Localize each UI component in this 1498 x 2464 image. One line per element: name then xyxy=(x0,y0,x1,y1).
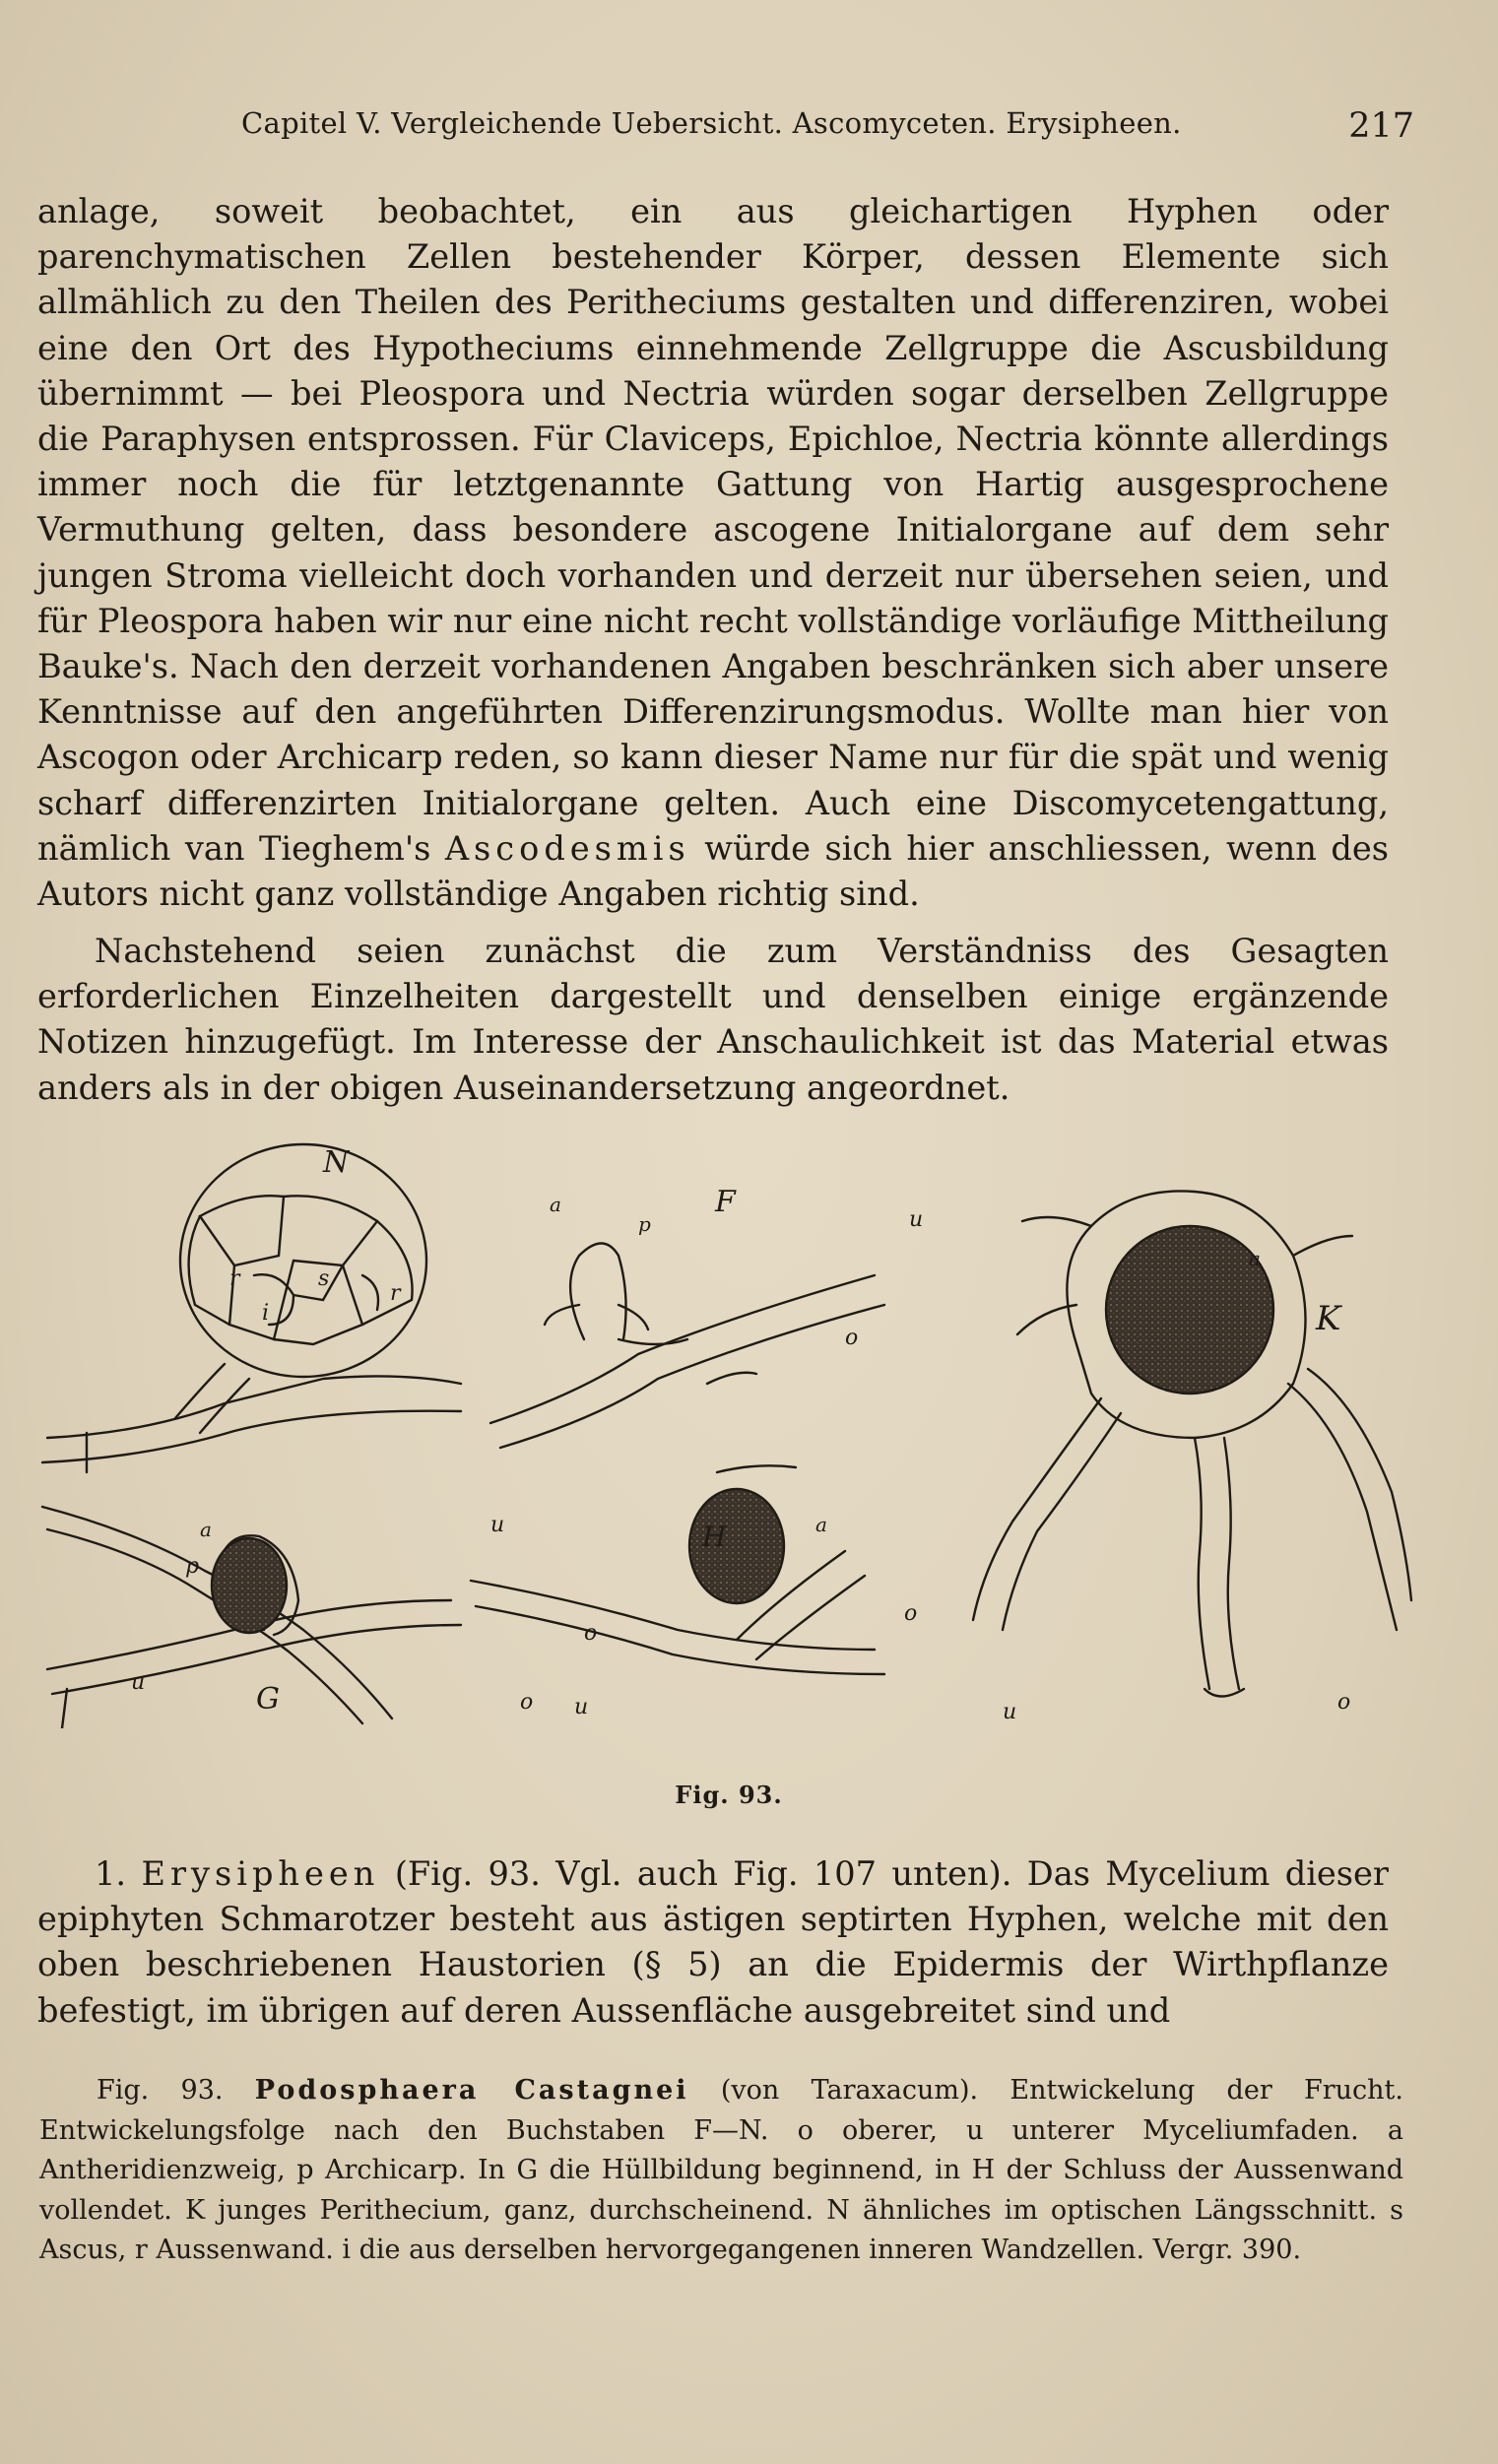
figure-drawing xyxy=(28,1137,1416,1728)
figure-label-H: H xyxy=(702,1521,727,1553)
figure-label-o-g: o xyxy=(520,1690,534,1715)
figure-93 xyxy=(28,1137,1416,1728)
figure-label-a: a xyxy=(550,1193,561,1216)
figure-label-r-2: r xyxy=(390,1281,401,1306)
caption-species: Podosphaera Castagnei xyxy=(254,2075,689,2106)
figure-label-u-g2: u xyxy=(131,1670,146,1695)
section-paragraph xyxy=(37,1851,1389,2034)
section-ref: (Fig. 93. Vgl. auch Fig. 107 unten). xyxy=(394,1854,1012,1893)
figure-title: Fig. 93. xyxy=(675,1781,783,1809)
figure-label-K: K xyxy=(1316,1299,1341,1338)
figure-label-a-k: a xyxy=(1249,1247,1261,1270)
text-block-second xyxy=(37,929,1389,1111)
figure-label-o-f: o xyxy=(845,1326,859,1350)
section-heading: Erysipheen xyxy=(141,1854,380,1893)
figure-label-u-g: u xyxy=(490,1513,505,1537)
figure-label-N: N xyxy=(323,1145,350,1180)
figure-label-G: G xyxy=(256,1682,280,1717)
figure-label-o-k: o xyxy=(1337,1690,1351,1715)
section-erysipheen xyxy=(37,1851,1389,2034)
drawing-N xyxy=(42,1144,461,1472)
figure-label-r: r xyxy=(229,1266,240,1291)
drawing-H xyxy=(471,1465,884,1674)
figure-label-u-f: u xyxy=(909,1207,924,1232)
caption-label: Fig. 93. xyxy=(97,2075,224,2106)
figure-label-u-k: u xyxy=(1003,1700,1017,1724)
figure-label-s: s xyxy=(318,1266,330,1291)
running-head: Capitel V. Vergleichende Uebersicht. Ascomyceten. Erysipheen. xyxy=(241,106,1182,140)
caption-text: (von Taraxacum). Entwickelung der Frucht. Entwickelungsfolge nach den Buchstaben F—N. o oberer, u unterer Myceliumfaden. a Antheridienzweig, p Archicarp. In G die Hüllbildung beginnend, in H der Schluss der Aussenwand vollendet. K junges Perithecium, ganz, durchscheinend. N ähnliches im optischen Längsschnitt. s Ascus, r Aussenwand. i die aus derselben hervorgegangenen inneren Wandzellen. Vergr. 390. xyxy=(39,2075,1403,2265)
page-number: 217 xyxy=(1348,106,1414,146)
figure-label-i: i xyxy=(262,1301,270,1326)
paragraph-1-text: anlage, soweit beobachtet, ein aus gleichartigen Hyphen oder parenchymatischen Zellen bestehender Körper, dessen Elemente sich allmählich zu den Theilen des Peritheciums gestalten und differenziren, wobei eine den Ort des Hypotheciums einnehmende Zellgruppe die Ascusbildung übernimmt — bei Pleospora und Nectria würden sogar derselben Zellgruppe die Paraphysen entsprossen. Für Claviceps, Epichloe, Nectria könnte allerdings immer noch die für letztgenannte Gattung von Hartig ausgesprochene Vermuthung gelten, dass besondere ascogene Initialorgane auf dem sehr jungen Stroma vielleicht doch vorhanden und derzeit nur übersehen seien, und für Pleospora haben wir nur eine nicht recht vollständige vorläufige Mittheilung Bauke's. Nach den derzeit vorhandenen Angaben beschränken sich aber unsere Kenntnisse auf den angeführten Differenzirungsmodus. Wollte man hier von Ascogon oder Archicarp reden, so kann dieser Name nur für die spät und wenig scharf differenzirten Initialorgane gelten. Auch eine Discomycetengattung, nämlich van Tieghem's xyxy=(37,192,1389,868)
genus-ascodesmis: Ascodesmis xyxy=(444,828,690,868)
section-number: 1. xyxy=(95,1854,127,1893)
paragraph-1-end: würde sich hier anschliessen, wenn des Autors nicht ganz vollständige Angaben richtig sind. xyxy=(37,828,1389,914)
figure-label-o-h2: o xyxy=(904,1601,918,1626)
figure-label-u-h: u xyxy=(574,1695,589,1719)
page-header xyxy=(39,106,1459,165)
section-text: Das Mycelium dieser epiphyten Schmarotzer besteht aus ästigen septirten Hyphen, welche mit den oben beschriebenen Haustorien (§ 5) an die Epidermis der Wirthpflanze befestigt, im übrigen auf deren Aussenfläche ausgebreitet sind und xyxy=(37,1854,1389,2030)
paragraph-2: Nachstehend seien zunächst die zum Verständniss des Gesagten erforderlichen Einzelheiten dargestellt und denselben einige ergänzende Notizen hinzugefügt. Im Interesse der Anschaulichkeit ist das Material etwas anders als in der obigen Auseinandersetzung angeordnet. xyxy=(37,932,1389,1107)
text-block-top xyxy=(37,189,1389,917)
caption-paragraph xyxy=(39,2071,1403,2271)
figure-label-p-f: p xyxy=(638,1212,651,1236)
figure-label-a-h: a xyxy=(815,1513,827,1536)
figure-label-F: F xyxy=(715,1185,736,1219)
figure-label-p: p xyxy=(185,1554,200,1579)
figure-label-a-g: a xyxy=(200,1518,212,1541)
paragraph-1 xyxy=(37,189,1389,917)
drawing-F xyxy=(490,1244,884,1449)
figure-label-o-h: o xyxy=(584,1621,598,1646)
figure-caption xyxy=(39,2071,1403,2271)
